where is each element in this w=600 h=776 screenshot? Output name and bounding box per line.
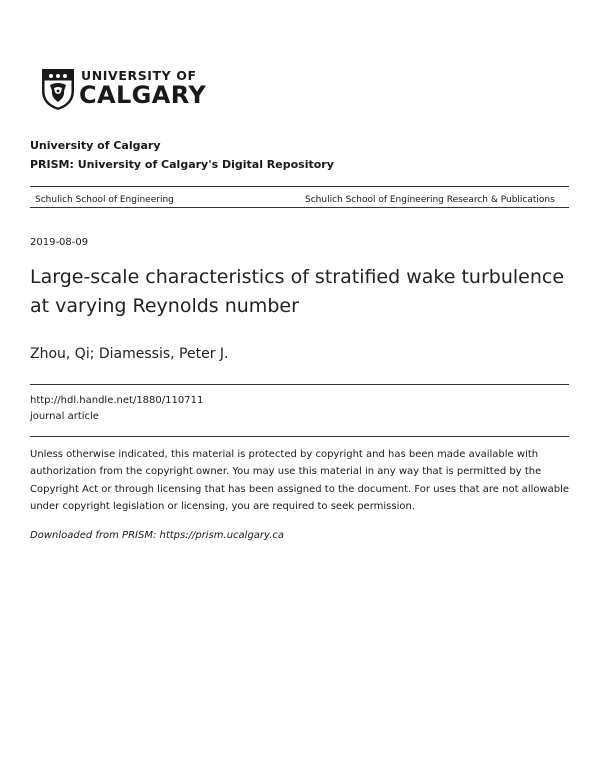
divider-top bbox=[30, 186, 569, 187]
copyright-notice: Unless otherwise indicated, this material is protected by copyright and has been made available with authorization from the copyright owner. You may use this material in any way that is permitted by the Copyright Act or through licensing that has been assigned to the document. For uses that are not allowable under copyright legislation or licensing, you are required to seek permission. bbox=[30, 449, 570, 512]
downloaded-from: Downloaded from PRISM: https://prism.ucalgary.ca bbox=[30, 530, 284, 541]
university-crest-icon bbox=[41, 67, 75, 111]
collection-research: Schulich School of Engineering Research & Publications bbox=[305, 195, 555, 205]
repository-name: PRISM: University of Calgary's Digital Repository bbox=[30, 158, 334, 171]
logo-text-calgary: CALGARY bbox=[79, 81, 207, 109]
divider-collections bbox=[30, 207, 569, 208]
record-title: Large-scale characteristics of stratified wake turbulence at varying Reynolds number bbox=[30, 266, 565, 317]
divider-notice bbox=[30, 436, 569, 437]
record-authors: Zhou, Qi; Diamessis, Peter J. bbox=[30, 346, 229, 362]
divider-authors bbox=[30, 384, 569, 385]
record-date: 2019-08-09 bbox=[30, 237, 89, 248]
logo-text-university-of: UNIVERSITY OF bbox=[81, 68, 197, 83]
record-type: journal article bbox=[30, 411, 99, 422]
institution-name: University of Calgary bbox=[30, 139, 161, 152]
collection-school: Schulich School of Engineering bbox=[35, 195, 174, 205]
university-logo bbox=[41, 67, 211, 113]
record-handle-link[interactable]: http://hdl.handle.net/1880/110711 bbox=[30, 395, 204, 406]
